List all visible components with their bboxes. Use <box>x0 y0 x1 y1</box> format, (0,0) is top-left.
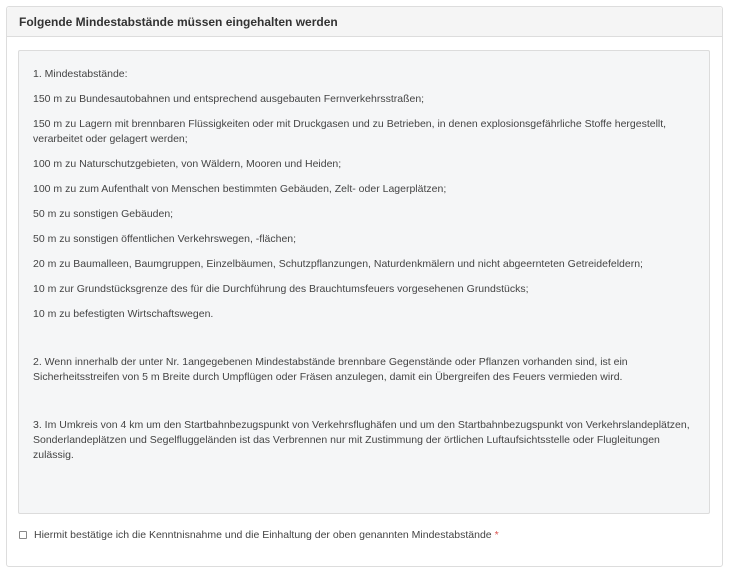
confirm-checkbox[interactable] <box>19 531 27 539</box>
distance-item: 150 m zu Bundesautobahnen und entsprechend ausgebauten Fernverkehrsstraßen; <box>33 93 425 105</box>
distance-item: 100 m zu Naturschutzgebieten, von Wäldern, Mooren und Heiden; <box>33 158 342 170</box>
confirm-label: Hiermit bestätige ich die Kenntnisnahme und die Einhaltung der oben genannten Mindestabstände <box>34 529 492 541</box>
distance-panel <box>6 6 723 567</box>
distance-item: 50 m zu sonstigen öffentlichen Verkehrswegen, -flächen; <box>33 233 297 245</box>
panel-title: Folgende Mindestabstände müssen eingehalten werden <box>7 7 722 37</box>
distance-item: 50 m zu sonstigen Gebäuden; <box>33 208 174 220</box>
distance-item: 100 m zu zum Aufenthalt von Menschen bestimmten Gebäuden, Zelt- oder Lagerplätzen; <box>33 183 447 195</box>
distance-item: 10 m zu befestigten Wirtschaftswegen. <box>33 308 214 320</box>
confirm-row[interactable] <box>19 529 499 541</box>
distance-item: 20 m zu Baumalleen, Baumgruppen, Einzelbäumen, Schutzpflanzungen, Naturdenkmälern und nicht abgeernteten Getreidefeldern; <box>33 258 643 270</box>
safety-strip-paragraph: 2. Wenn innerhalb der unter Nr. 1angegebenen Mindestabstände brennbare Gegenstände oder Pflanzen vorhanden sind, ist ein Sicherheitsstreifen von 5 m Breite durch Umpflügen oder Fräsen anzulegen, damit ein Übergreifen des Feuers vermieden wird. <box>33 356 628 383</box>
airport-paragraph: 3. Im Umkreis von 4 km um den Startbahnbezugspunkt von Verkehrsflughäfen und um den Startbahnbezugspunkt von Verkehrslandeplätzen, Sonderlandeplätzen und Segelfluggeländen ist das Verbrennen nur mit Zustimmung der örtlichen Luftaufsichtsstelle oder Flugleitungen zulässig. <box>33 419 690 461</box>
distance-item: 150 m zu Lagern mit brennbaren Flüssigkeiten oder mit Druckgasen und zu Betrieben, in denen explosionsgefährliche Stoffe hergestellt, verarbeitet oder gelagert werden; <box>33 118 667 145</box>
distance-info-box <box>18 50 710 514</box>
info-heading: 1. Mindestabstände: <box>33 68 128 80</box>
distance-item: 10 m zur Grundstücksgrenze des für die Durchführung des Brauchtumsfeuers vorgesehenen Grundstücks; <box>33 283 529 295</box>
required-marker: * <box>494 529 499 541</box>
